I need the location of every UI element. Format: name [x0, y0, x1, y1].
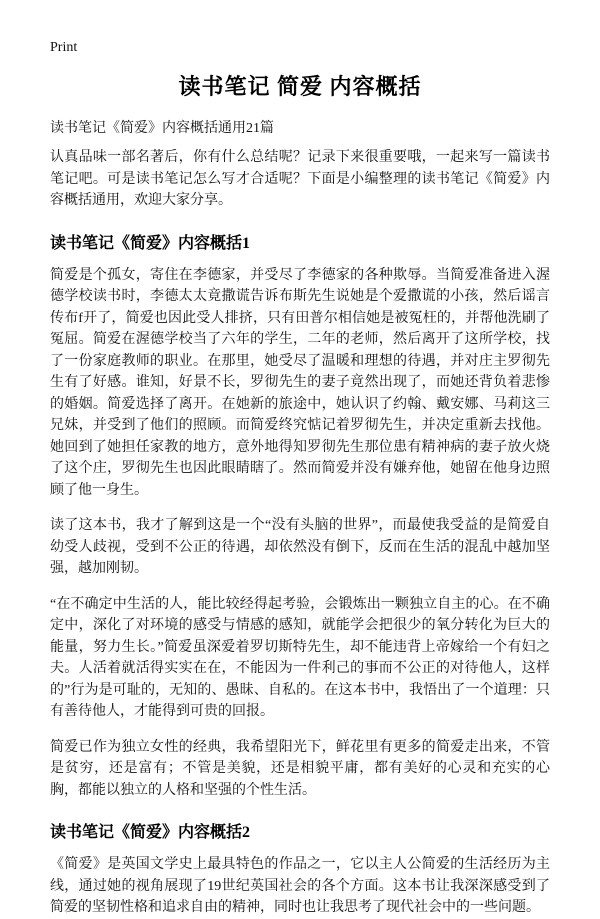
section-1-paragraph-1: 简爱是个孤女，寄住在李德家，并受尽了李德家的各种欺辱。当简爱准备进入渥德学校读书时，李德太太竟撒谎告诉布斯先生说她是个爱撒谎的小孩，然后谣言传布f开了，简爱也因此受人排挤，只有田普尔相信她是被冤枉的，并帮他洗刷了冤屈。简爱在渥德学校当了六年的学生，二年的老师，然后离开了这所学校，找了一份家庭教师的职业。在那里，她受尽了温暖和理想的待遇，并对庄主罗彻先生有了好感。谁知，好景不长，罗彻先生的妻子竟然出现了，而她还背负着悲惨的婚姻。简爱选择了离开。在她新的旅途中，她认识了约翰、戴安娜、马莉这三兄妹，并受到了他们的照顾。而简爱终究惦记着罗彻先生，并决定重新去找他。她回到了她担任家教的地方，意外地得知罗彻先生那位患有精神病的妻子放火烧了这个庄，罗彻先生也因此眼睛瞎了。然而简爱并没有嫌弃他，她留在他身边照顾了他一身生。: [50, 267, 550, 498]
section-1-paragraph-2: 读了这本书，我才了解到这是一个“没有头脑的世界”，而最使我受益的是简爱自幼受人歧视，受到不公正的待遇，却依然没有倒下，反而在生活的混乱中越加坚强，越加刚韧。: [50, 518, 550, 576]
section-2-paragraph-1: 《简爱》是英国文学史上最具特色的作品之一，它以主人公简爱的生活经历为主线，通过她的视角展现了19世纪英国社会的各个方面。这本书让我深深感受到了简爱的坚韧性格和追求自由的精神，同时也让我思考了现代社会中的一些问题。: [50, 857, 550, 915]
document-subtitle: 读书笔记《简爱》内容概括通用21篇: [50, 121, 274, 136]
print-button[interactable]: Print: [50, 40, 78, 55]
section-1-heading: 读书笔记《简爱》内容概括1: [50, 234, 251, 252]
page-title: 读书笔记 简爱 内容概括: [178, 74, 422, 99]
intro-paragraph: 认真品味一部名著后，你有什么总结呢？记录下来很重要哦，一起来写一篇读书笔记吧。可是读书笔记怎么写才合适呢？下面是小编整理的读书笔记《简爱》内容概括通用，欢迎大家分享。: [50, 150, 550, 208]
section-1-paragraph-4: 简爱已作为独立女性的经典，我希望阳光下，鲜花里有更多的简爱走出来，不管是贫穷，还是富有；不管是美貌，还是相貌平庸，都有美好的心灵和充实的心胸，都能以独立的人格和坚强的个性生活。: [50, 739, 550, 798]
section-2-heading: 读书笔记《简爱》内容概括2: [50, 824, 251, 841]
section-1-paragraph-3: “在不确定中生活的人，能比较经得起考验，会锻炼出一颗独立自主的心。在不确定中，深化了对环境的感受与情感的感知，就能学会把很少的氧分转化为巨大的能量，努力生长。”简爱虽深爱着罗切斯特先生，却不能违背上帝嫁给一个有妇之夫。人活着就活得实实在在，不能因为一件利己的事而不公正的对待他人，这样的”行为是可耻的，无知的、愚昧、自私的。在这本书中，我悟出了一个道理：只有善待他人，才能得到可贵的回报。: [50, 596, 550, 719]
